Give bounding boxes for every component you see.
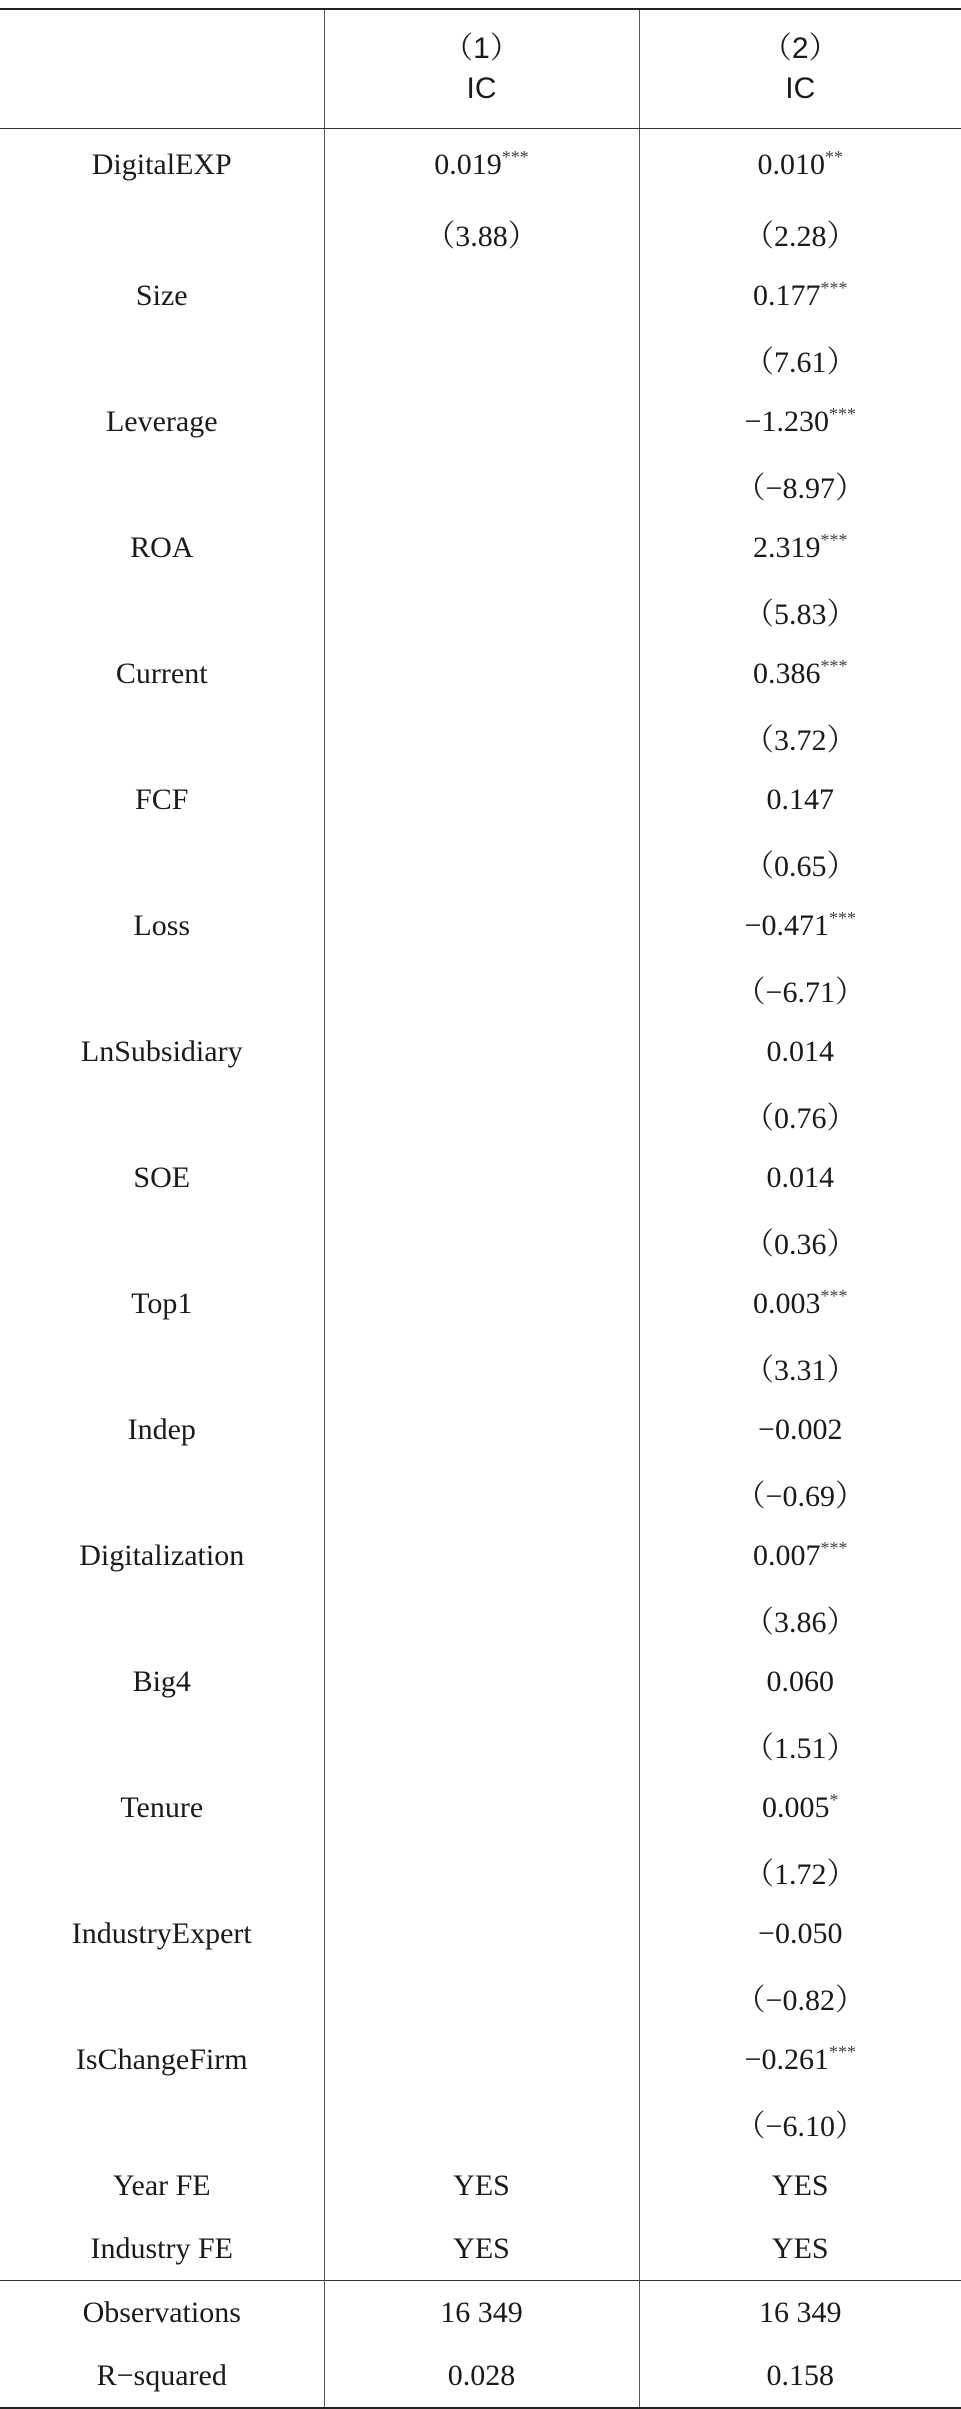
col-2-fixed-effect: YES — [639, 2154, 961, 2217]
fixed-effect-label: Year FE — [0, 2154, 324, 2217]
table-row-coefficient — [0, 1146, 961, 1209]
col-2-coefficient — [639, 1398, 961, 1461]
col-2-coefficient — [639, 1020, 961, 1083]
empty-label-cell — [0, 1965, 324, 2028]
significance-stars: *** — [821, 530, 848, 550]
coefficient-value: 0.386 — [753, 657, 821, 690]
table-row-t-statistic — [0, 1839, 961, 1902]
table-row-coefficient — [0, 390, 961, 453]
table-header — [0, 9, 961, 129]
header-col-2 — [639, 9, 961, 129]
significance-stars: *** — [821, 1538, 848, 1558]
coefficient-value: −0.002 — [758, 1413, 842, 1446]
coefficient-value: 0.147 — [767, 783, 835, 816]
col-2-t-statistic: （2.28） — [639, 201, 961, 264]
empty-label-cell — [0, 1713, 324, 1776]
col-1-coefficient — [324, 264, 639, 327]
col-1-t-statistic — [324, 579, 639, 642]
significance-stars: *** — [829, 2042, 856, 2062]
table-row-coefficient — [0, 1398, 961, 1461]
coefficient-value: 0.007 — [753, 1539, 821, 1572]
col-1-t-statistic — [324, 957, 639, 1020]
table-row-coefficient — [0, 129, 961, 202]
header-corner-cell — [0, 9, 324, 129]
col-2-t-statistic: （0.76） — [639, 1083, 961, 1146]
col-2-coefficient — [639, 1272, 961, 1335]
col-1-number: （1） — [325, 29, 639, 69]
col-1-coefficient — [324, 1650, 639, 1713]
variable-name: SOE — [0, 1146, 324, 1209]
col-1-coefficient — [324, 129, 639, 202]
coefficient-value: −0.471 — [745, 909, 829, 942]
significance-stars: *** — [821, 1286, 848, 1306]
col-2-t-statistic: （3.72） — [639, 705, 961, 768]
empty-label-cell — [0, 327, 324, 390]
col-1-coefficient — [324, 2028, 639, 2091]
table-row-coefficient — [0, 264, 961, 327]
coefficient-value: 0.060 — [767, 1665, 835, 1698]
coefficient-value: 0.014 — [767, 1035, 835, 1068]
col-1-t-statistic — [324, 1461, 639, 1524]
coefficient-value: 0.014 — [767, 1161, 835, 1194]
col-1-coefficient — [324, 1272, 639, 1335]
col-2-number: （2） — [640, 29, 961, 69]
empty-label-cell — [0, 453, 324, 516]
empty-label-cell — [0, 1083, 324, 1146]
col-1-coefficient — [324, 1146, 639, 1209]
col-1-coefficient — [324, 1776, 639, 1839]
significance-stars: ** — [825, 147, 843, 167]
variable-name: IsChangeFirm — [0, 2028, 324, 2091]
coefficient-value: 0.003 — [753, 1287, 821, 1320]
table-row-coefficient — [0, 894, 961, 957]
col-1-t-statistic — [324, 1587, 639, 1650]
coefficient-value: 0.005 — [762, 1791, 830, 1824]
significance-stars: *** — [829, 908, 856, 928]
col-1-coefficient — [324, 1020, 639, 1083]
table-row-t-statistic — [0, 1335, 961, 1398]
col-1-coefficient — [324, 390, 639, 453]
col-2-t-statistic: （1.72） — [639, 1839, 961, 1902]
col-2-coefficient — [639, 1776, 961, 1839]
table-row-t-statistic — [0, 327, 961, 390]
col-2-t-statistic: （0.36） — [639, 1209, 961, 1272]
statistic-label: R−squared — [0, 2344, 324, 2408]
empty-label-cell — [0, 1461, 324, 1524]
fixed-effect-label: Industry FE — [0, 2217, 324, 2281]
table-row-t-statistic — [0, 1713, 961, 1776]
variable-name: Top1 — [0, 1272, 324, 1335]
col-2-coefficient — [639, 894, 961, 957]
table-row-fixed-effect — [0, 2154, 961, 2217]
table-row-t-statistic — [0, 1083, 961, 1146]
col-1-t-statistic: （3.88） — [324, 201, 639, 264]
empty-label-cell — [0, 705, 324, 768]
col-1-coefficient — [324, 768, 639, 831]
col-2-t-statistic: （−6.10） — [639, 2091, 961, 2154]
col-1-coefficient — [324, 1902, 639, 1965]
col-1-t-statistic — [324, 453, 639, 516]
table-row-coefficient — [0, 1020, 961, 1083]
table-row-coefficient — [0, 1272, 961, 1335]
significance-stars: *** — [821, 656, 848, 676]
col-2-coefficient — [639, 264, 961, 327]
col-2-t-statistic: （3.31） — [639, 1335, 961, 1398]
variable-name: Current — [0, 642, 324, 705]
col-1-t-statistic — [324, 1083, 639, 1146]
col-2-coefficient — [639, 1146, 961, 1209]
table-row-coefficient — [0, 768, 961, 831]
table-row-t-statistic — [0, 705, 961, 768]
significance-stars: *** — [829, 404, 856, 424]
table-row-t-statistic — [0, 831, 961, 894]
table-row-t-statistic — [0, 1587, 961, 1650]
variable-name: IndustryExpert — [0, 1902, 324, 1965]
table-row-coefficient — [0, 1650, 961, 1713]
variable-name: Tenure — [0, 1776, 324, 1839]
col-2-t-statistic: （7.61） — [639, 327, 961, 390]
col-1-t-statistic — [324, 831, 639, 894]
header-row — [0, 9, 961, 129]
table-row-fixed-effect — [0, 2217, 961, 2281]
col-1-fixed-effect: YES — [324, 2217, 639, 2281]
col-2-coefficient — [639, 1524, 961, 1587]
col-1-coefficient — [324, 516, 639, 579]
variable-name: Loss — [0, 894, 324, 957]
col-1-t-statistic — [324, 1839, 639, 1902]
coefficient-value: −0.050 — [758, 1917, 842, 1950]
table-row-t-statistic — [0, 453, 961, 516]
col-1-t-statistic — [324, 705, 639, 768]
significance-stars: *** — [821, 278, 848, 298]
col-2-fixed-effect: YES — [639, 2217, 961, 2281]
col-1-t-statistic — [324, 1335, 639, 1398]
table-row-coefficient — [0, 516, 961, 579]
col-2-t-statistic: （5.83） — [639, 579, 961, 642]
col-2-coefficient — [639, 1650, 961, 1713]
col-1-t-statistic — [324, 327, 639, 390]
regression-table — [0, 8, 961, 2409]
summary-stat-rows — [0, 2281, 961, 2409]
col-1-t-statistic — [324, 1713, 639, 1776]
col-2-coefficient — [639, 1902, 961, 1965]
col-2-coefficient — [639, 390, 961, 453]
variable-name: Big4 — [0, 1650, 324, 1713]
table-row-statistic — [0, 2281, 961, 2345]
empty-label-cell — [0, 1209, 324, 1272]
col-2-t-statistic: （−0.82） — [639, 1965, 961, 2028]
coefficient-value: −0.261 — [745, 2043, 829, 2076]
empty-label-cell — [0, 2091, 324, 2154]
empty-label-cell — [0, 201, 324, 264]
col-1-coefficient — [324, 642, 639, 705]
table-row-coefficient — [0, 1902, 961, 1965]
col-2-coefficient — [639, 642, 961, 705]
col-1-statistic: 16 349 — [324, 2281, 639, 2345]
table-row-t-statistic — [0, 201, 961, 264]
empty-label-cell — [0, 579, 324, 642]
empty-label-cell — [0, 1335, 324, 1398]
table-row-t-statistic — [0, 2091, 961, 2154]
coefficient-value: 0.177 — [753, 279, 821, 312]
col-2-coefficient — [639, 768, 961, 831]
significance-stars: *** — [502, 147, 529, 167]
col-1-t-statistic — [324, 1209, 639, 1272]
col-1-t-statistic — [324, 2091, 639, 2154]
variable-name: LnSubsidiary — [0, 1020, 324, 1083]
col-1-fixed-effect: YES — [324, 2154, 639, 2217]
col-1-t-statistic — [324, 1965, 639, 2028]
variable-name: Leverage — [0, 390, 324, 453]
empty-label-cell — [0, 831, 324, 894]
coefficient-value: 0.019 — [434, 148, 502, 181]
col-2-t-statistic: （3.86） — [639, 1587, 961, 1650]
table-row-coefficient — [0, 1776, 961, 1839]
coefficient-value: 2.319 — [753, 531, 821, 564]
table-row-t-statistic — [0, 579, 961, 642]
col-2-coefficient — [639, 129, 961, 202]
coefficient-value: −1.230 — [745, 405, 829, 438]
significance-stars: * — [830, 1790, 839, 1810]
table-row-t-statistic — [0, 1965, 961, 2028]
coefficient-rows — [0, 129, 961, 2281]
statistic-label: Observations — [0, 2281, 324, 2345]
col-2-t-statistic: （−8.97） — [639, 453, 961, 516]
col-2-dependent-variable: IC — [640, 69, 961, 109]
col-1-statistic: 0.028 — [324, 2344, 639, 2408]
col-1-coefficient — [324, 1524, 639, 1587]
col-2-coefficient — [639, 2028, 961, 2091]
col-2-coefficient — [639, 516, 961, 579]
variable-name: Digitalization — [0, 1524, 324, 1587]
empty-label-cell — [0, 1839, 324, 1902]
variable-name: Indep — [0, 1398, 324, 1461]
col-2-statistic: 16 349 — [639, 2281, 961, 2345]
col-2-statistic: 0.158 — [639, 2344, 961, 2408]
variable-name: DigitalEXP — [0, 129, 324, 202]
col-1-coefficient — [324, 1398, 639, 1461]
table-row-statistic — [0, 2344, 961, 2408]
table-row-coefficient — [0, 1524, 961, 1587]
col-2-t-statistic: （−0.69） — [639, 1461, 961, 1524]
coefficient-value: 0.010 — [758, 148, 826, 181]
variable-name: Size — [0, 264, 324, 327]
col-2-t-statistic: （−6.71） — [639, 957, 961, 1020]
table-row-t-statistic — [0, 957, 961, 1020]
table-row-coefficient — [0, 2028, 961, 2091]
empty-label-cell — [0, 957, 324, 1020]
col-2-t-statistic: （0.65） — [639, 831, 961, 894]
header-col-1 — [324, 9, 639, 129]
col-1-coefficient — [324, 894, 639, 957]
col-2-t-statistic: （1.51） — [639, 1713, 961, 1776]
variable-name: ROA — [0, 516, 324, 579]
table-row-coefficient — [0, 642, 961, 705]
table-row-t-statistic — [0, 1461, 961, 1524]
variable-name: FCF — [0, 768, 324, 831]
empty-label-cell — [0, 1587, 324, 1650]
col-1-dependent-variable: IC — [325, 69, 639, 109]
table-row-t-statistic — [0, 1209, 961, 1272]
